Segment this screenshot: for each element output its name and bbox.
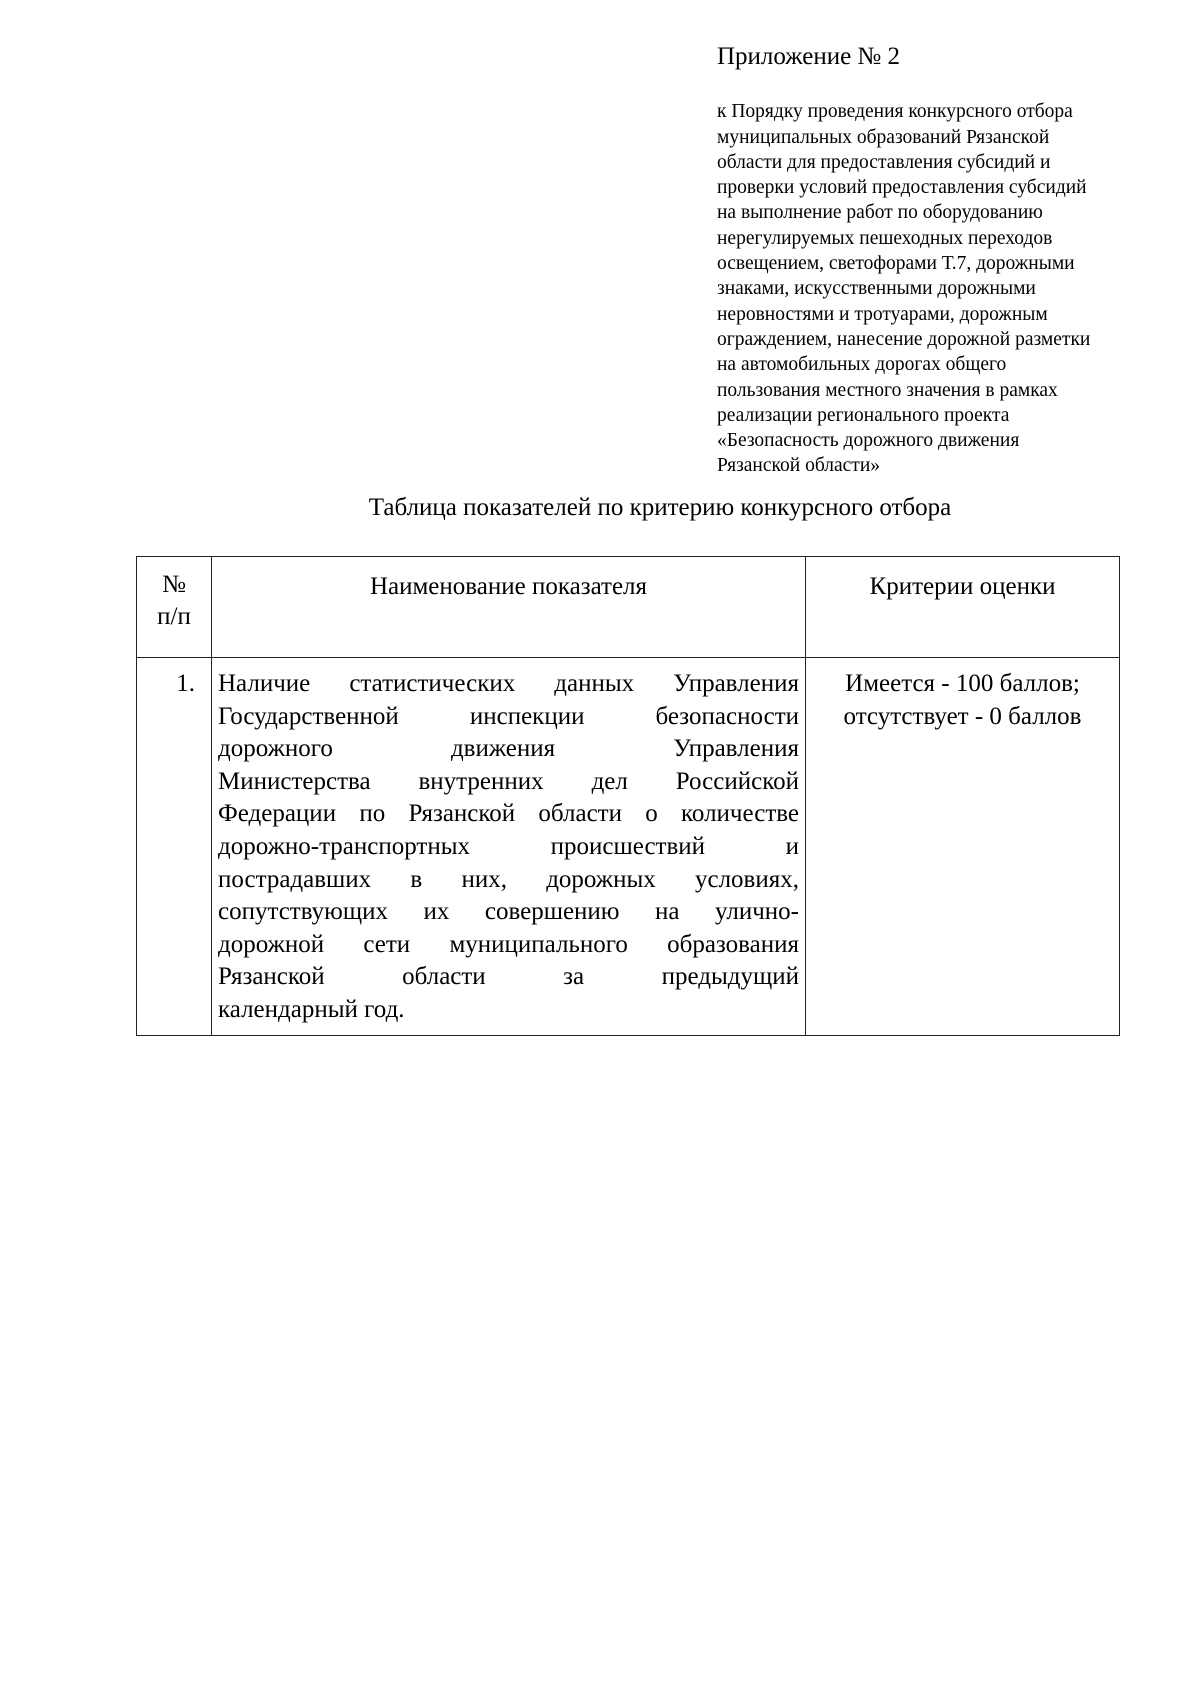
appendix-line: пользования местного значения в рамках bbox=[717, 379, 1058, 401]
header-name-cell: Наименование показателя bbox=[212, 557, 806, 658]
row-criteria-cell bbox=[806, 658, 1120, 1036]
table-header-row bbox=[137, 557, 1120, 658]
appendix-line: знаками, искусственными дорожными bbox=[717, 278, 1036, 300]
header-criteria-cell: Критерии оценки bbox=[806, 557, 1120, 658]
appendix-header bbox=[717, 42, 1157, 479]
appendix-line: на выполнение работ по оборудованию bbox=[717, 202, 1043, 224]
appendix-body bbox=[717, 74, 1157, 479]
row-name-line: Наличие статистических данных Управления bbox=[218, 670, 799, 697]
appendix-title: Приложение № 2 bbox=[717, 43, 901, 70]
appendix-line: Рязанской области» bbox=[717, 455, 880, 477]
row-name-line: пострадавших в них, дорожных условиях, bbox=[218, 865, 799, 893]
row-name-line: календарный год. bbox=[218, 995, 405, 1023]
appendix-line: муниципальных образований Рязанской bbox=[717, 126, 1050, 148]
appendix-line: к Порядку проведения конкурсного отбора bbox=[717, 101, 1073, 123]
appendix-line: области для предоставления субсидий и bbox=[717, 151, 1051, 173]
header-num-cell bbox=[137, 557, 212, 658]
table-title: Таблица показателей по критерию конкурсного отбора bbox=[368, 494, 952, 521]
row-name-line: Федерации по Рязанской области о количестве bbox=[218, 800, 799, 828]
criteria-present: Имеется - 100 баллов; bbox=[845, 670, 1080, 697]
row-name-line: Государственной инспекции безопасности bbox=[218, 702, 799, 730]
row-name-line: дорожно-транспортных происшествий и bbox=[218, 832, 799, 860]
table-row bbox=[137, 658, 1120, 1036]
appendix-line: освещением, светофорами Т.7, дорожными bbox=[717, 253, 1075, 275]
row-name-cell bbox=[212, 658, 806, 1036]
appendix-line: «Безопасность дорожного движения bbox=[717, 430, 1020, 452]
appendix-line: на автомобильных дорогах общего bbox=[717, 354, 1007, 376]
appendix-line: ограждением, нанесение дорожной разметки bbox=[717, 328, 1091, 350]
row-name-line: дорожного движения Управления bbox=[218, 735, 799, 763]
row-name-line: Рязанской области за предыдущий bbox=[218, 963, 799, 991]
header-num-abbr: п/п bbox=[157, 603, 191, 630]
appendix-line: неровностями и тротуарами, дорожным bbox=[717, 303, 1048, 325]
criteria-absent: отсутствует - 0 баллов bbox=[843, 702, 1082, 730]
appendix-line: реализации регионального проекта bbox=[717, 404, 1010, 426]
appendix-line: нерегулируемых пешеходных переходов bbox=[717, 227, 1053, 249]
header-num-symbol: № bbox=[162, 571, 186, 598]
criteria-table bbox=[136, 556, 1120, 1036]
row-name-line: сопутствующих их совершению на улично- bbox=[218, 898, 799, 926]
row-name-line: Министерства внутренних дел Российской bbox=[218, 767, 799, 795]
row-name-line: дорожной сети муниципального образования bbox=[218, 930, 799, 958]
appendix-line: проверки условий предоставления субсидий bbox=[717, 177, 1087, 199]
row-num-cell: 1. bbox=[137, 658, 212, 1036]
